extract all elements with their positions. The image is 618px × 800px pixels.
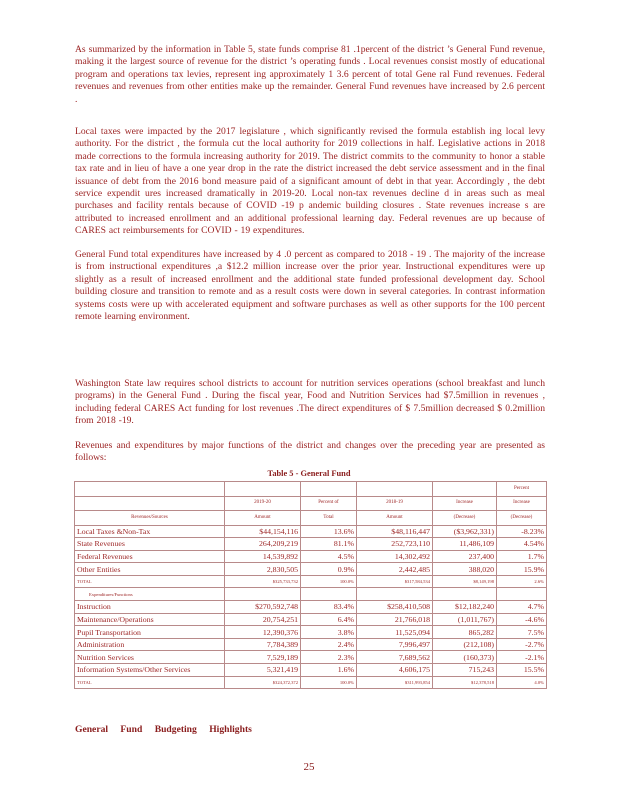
amount-2018-19: $48,116,447 <box>357 525 433 538</box>
increase-decrease: (160,373) <box>433 651 497 664</box>
row-label: Pupil Transportation <box>75 626 225 639</box>
header-total: Total <box>301 511 357 526</box>
header-pct-decrease: (Decrease) <box>497 511 547 526</box>
percent-of-total: 100.0% <box>301 676 357 689</box>
header-percent-of: Percent of <box>301 496 357 511</box>
percent-of-total: 1.6% <box>301 664 357 677</box>
amount-2018-19: 4,606,175 <box>357 664 433 677</box>
table-header-row <box>75 496 547 511</box>
percent-change: 15.5% <box>497 664 547 677</box>
percent-change: 4.7% <box>497 601 547 614</box>
amount-2018-19: 11,525,094 <box>357 626 433 639</box>
header-increase: Increase <box>433 496 497 511</box>
amount-2018-19: 2,442,485 <box>357 563 433 576</box>
amount-2018-19: 7,689,562 <box>357 651 433 664</box>
increase-decrease: (212,108) <box>433 638 497 651</box>
amount-2018-19: $258,410,508 <box>357 601 433 614</box>
row-label: TOTAL <box>75 676 225 689</box>
percent-change: 4.0% <box>497 676 547 689</box>
percent-change: 15.9% <box>497 563 547 576</box>
amount-2018-19: 14,302,492 <box>357 550 433 563</box>
header-2019-20: 2019-20 <box>225 496 301 511</box>
increase-decrease: $8,149,198 <box>433 575 497 588</box>
increase-decrease: ($3,962,331) <box>433 525 497 538</box>
expenditure-total-row <box>75 676 547 689</box>
percent-of-total: 6.4% <box>301 613 357 626</box>
table-row <box>75 626 547 639</box>
increase-decrease: 11,486,109 <box>433 538 497 551</box>
amount-2019-20: 7,529,189 <box>225 651 301 664</box>
header-revenues-sources: Revenues/Sources <box>75 511 225 526</box>
table-row <box>75 664 547 677</box>
row-label: Other Entities <box>75 563 225 576</box>
row-label: State Revenues <box>75 538 225 551</box>
row-label: Maintenance/Operations <box>75 613 225 626</box>
table-row <box>75 613 547 626</box>
amount-2019-20: 14,539,892 <box>225 550 301 563</box>
percent-of-total: 3.8% <box>301 626 357 639</box>
section-subheading: General Fund Budgeting Highlights <box>75 724 252 735</box>
header-amount: Amount <box>225 511 301 526</box>
amount-2019-20: 2,830,505 <box>225 563 301 576</box>
amount-2018-19: $317,584,534 <box>357 575 433 588</box>
amount-2019-20: 264,209,219 <box>225 538 301 551</box>
increase-decrease: 237,400 <box>433 550 497 563</box>
increase-decrease: 715,243 <box>433 664 497 677</box>
percent-change: -2.1% <box>497 651 547 664</box>
percent-change: -4.6% <box>497 613 547 626</box>
amount-2019-20: 7,784,389 <box>225 638 301 651</box>
percent-of-total: 4.5% <box>301 550 357 563</box>
percent-change: 1.7% <box>497 550 547 563</box>
percent-change: -2.7% <box>497 638 547 651</box>
amount-2019-20: $325,733,732 <box>225 575 301 588</box>
percent-of-total: 2.4% <box>301 638 357 651</box>
amount-2018-19: 7,996,497 <box>357 638 433 651</box>
row-label: Local Taxes &Non-Tax <box>75 525 225 538</box>
row-label: Federal Revenues <box>75 550 225 563</box>
general-fund-table <box>74 481 547 689</box>
increase-decrease: 388,020 <box>433 563 497 576</box>
percent-of-total: 83.4% <box>301 601 357 614</box>
percent-of-total: 2.3% <box>301 651 357 664</box>
table-row <box>75 538 547 551</box>
amount-2019-20: 12,390,376 <box>225 626 301 639</box>
amount-2019-20: $324,372,372 <box>225 676 301 689</box>
amount-2019-20: $270,592,748 <box>225 601 301 614</box>
amount-2018-19: 21,766,018 <box>357 613 433 626</box>
paragraph-table-intro: Revenues and expenditures by major functions of the district and changes over the preceding year are presented as follows: <box>75 440 545 464</box>
header-2018-19: 2018-19 <box>357 496 433 511</box>
row-label: Nutrition Services <box>75 651 225 664</box>
increase-decrease: (1,011,767) <box>433 613 497 626</box>
percent-change: 7.5% <box>497 626 547 639</box>
table-row <box>75 525 547 538</box>
header-pct-increase: Increase <box>497 496 547 511</box>
table-row <box>75 550 547 563</box>
row-label: Administration <box>75 638 225 651</box>
percent-change: -8.23% <box>497 525 547 538</box>
amount-2019-20: $44,154,116 <box>225 525 301 538</box>
expenditures-section-row <box>75 588 547 601</box>
percent-of-total: 0.9% <box>301 563 357 576</box>
paragraph-expenditures: General Fund total expenditures have increased by 4 .0 percent as compared to 2018 - 19 . The majority of the increase is from instructional expenditures ,a $12.2 million increase over the prior year. Instructional expenditures were up slightly as a result of increased enrollment and the additional state funded professional development day. School building closure and transition to remote and as a result costs were down in several categories. In contrast information systems costs were up with accelerated equipment and software purchases as well as other supports for the 100 percent remote learning environment. <box>75 249 545 323</box>
table-header-row-2 <box>75 511 547 526</box>
increase-decrease: $12,378,518 <box>433 676 497 689</box>
percent-of-total: 81.1% <box>301 538 357 551</box>
table-row <box>75 651 547 664</box>
table-row <box>75 601 547 614</box>
header-amount-prior: Amount <box>357 511 433 526</box>
row-label: Information Systems/Other Services <box>75 664 225 677</box>
paragraph-nutrition-services: Washington State law requires school districts to account for nutrition services operations (school breakfast and lunch programs) in the General Fund . During the fiscal year, Food and Nutrition Services had $7.5million in revenues , including federal CARES Act funding for lost revenues .The direct expenditures of $ 7.5million decreased $ 0.2million from 2018 -19. <box>75 378 545 427</box>
table-header-top-row <box>75 482 547 497</box>
header-percent-top: Percent <box>497 482 547 497</box>
table-row <box>75 563 547 576</box>
amount-2019-20: 20,754,251 <box>225 613 301 626</box>
increase-decrease: 865,282 <box>433 626 497 639</box>
percent-change: 4.54% <box>497 538 547 551</box>
row-label: TOTAL <box>75 575 225 588</box>
revenue-total-row <box>75 575 547 588</box>
page-number: 25 <box>303 761 315 773</box>
amount-2019-20: 5,321,419 <box>225 664 301 677</box>
amount-2018-19: $311,993,854 <box>357 676 433 689</box>
row-label: Instruction <box>75 601 225 614</box>
table-row <box>75 638 547 651</box>
percent-of-total: 100.0% <box>301 575 357 588</box>
paragraph-local-taxes: Local taxes were impacted by the 2017 legislature , which significantly revised the formula establish ing local levy authority. For the district , the formula cut the local authority for 2019 collections in half. Legislative actions in 2018 made corrections to the formula increasing authority for 2019. The district commits to the community to honor a stable tax rate and in lieu of have a one year drop in the rate the district increased the debt service assessment and in the final issuance of debt from the 2016 bond measure paid of a significant amount of debt in that year. Accordingly , the debt service expendit ures increased dramatically in 2019-20. Local non-tax revenues decline d in areas such as meal purchases and facility rentals because of COVID -19 p andemic building closures . State revenues increase s are attributed to increased enrollment and an additional professional learning day. Federal revenues are up because of CARES act reimbursements for COVID - 19 expenditures. <box>75 126 545 237</box>
increase-decrease: $12,182,240 <box>433 601 497 614</box>
amount-2018-19: 252,723,110 <box>357 538 433 551</box>
expenditures-heading: Expenditures/Functions <box>75 588 225 601</box>
paragraph-revenue-summary: As summarized by the information in Table 5, state funds comprise 81 .1percent of the district ’s General Fund revenue, making it the largest source of revenue for the district ’s operating funds . Local revenues consist mostly of educational program and operations tax levies, represent ing approximately 1 3.6 percent of total Gene ral Fund revenues. Federal revenues and revenues from other entities make up the remainder. General Fund revenues have increased by 2.6 percent . <box>75 44 545 105</box>
percent-change: 2.6% <box>497 575 547 588</box>
table-title: Table 5 - General Fund <box>267 469 351 478</box>
percent-of-total: 13.6% <box>301 525 357 538</box>
header-decrease: (Decrease) <box>433 511 497 526</box>
